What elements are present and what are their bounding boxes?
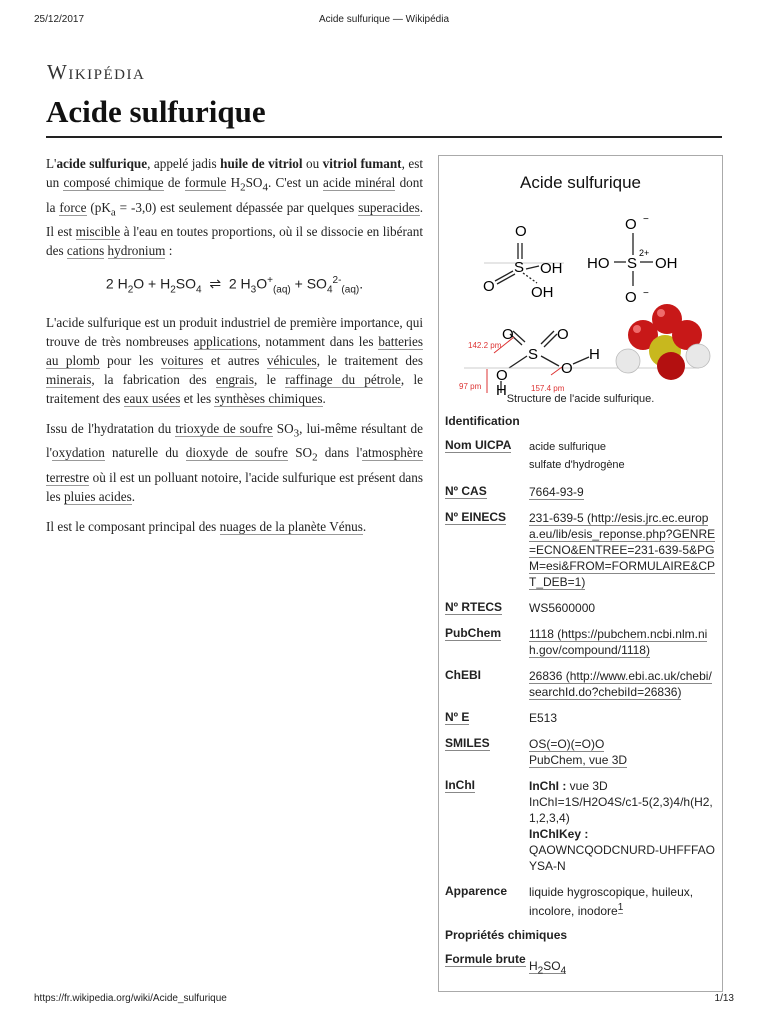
reference-1[interactable]: 1 (617, 902, 624, 913)
wikipedia-wordmark[interactable]: Wikipédia (47, 60, 146, 84)
lewis-charge: 2+ (639, 248, 650, 258)
sulfuric-acid-structure-drawings[interactable] (439, 211, 722, 396)
print-header (34, 14, 734, 30)
skeletal-s: S (514, 259, 525, 276)
value-pubchem[interactable]: 1118 (https://pubchem.ncbi.nlm.nih.gov/compound/1118) (529, 627, 708, 657)
inchikey-title: InChIKey : (529, 827, 589, 841)
bond-length-3: 157.4 pm (531, 384, 565, 393)
infobox-title: Acide sulfurique (520, 173, 641, 192)
row-pubchem (439, 626, 722, 658)
link-pluies-acides[interactable]: pluies acides (63, 489, 132, 505)
row-apparence (439, 884, 722, 919)
row-formule-brute (439, 952, 722, 979)
link-acide-mineral[interactable]: acide minéral (322, 175, 396, 190)
print-url: https://fr.wikipedia.org/wiki/Acide_sulfurique (34, 993, 227, 1004)
link-force[interactable]: force (59, 199, 87, 215)
origin-paragraph: Issu de l'hydratation du trioxyde de soufre $SO_3$, lui-même résultant de l'oxydation naturelle du dioxyde de soufre $SO_2$ dans l'atmosphère terrestre où il est un polluant notoire, l'acide sulfurique est présent dans les pluies acides. (46, 420, 424, 505)
value-smiles[interactable]: OS(=O)(=O)O (529, 737, 605, 751)
applications-paragraph: L'acide sulfurique est un produit industriel de première importance, qui trouve de très nombreuses applications, notamment dans les batteries au plomb pour les voitures et autres véhicules, le traitement des minerais, la fabrication des engrais, le raffinage du pétrole, le traitement des eaux usées et les synthèses chimiques. (46, 314, 424, 406)
value-einecs[interactable]: 231-639-5 (http://esis.jrc.ec.europa.eu/lib/esis_reponse.php?GENRE=ECNO&ENTREE=231-639-5&PGM=esi&FROM=FORMULAIRE&CPT_DEB=1) (529, 511, 716, 589)
lewis-s: S (627, 255, 638, 272)
value-uicpa-1: acide sulfurique (529, 441, 607, 453)
value-apparence: liquide hygroscopique, huileux, incolore, inodore (529, 885, 694, 918)
value-e-number: E513 (529, 711, 558, 725)
link-applications[interactable]: applications (193, 333, 258, 349)
structure-caption: Structure de l'acide sulfurique. (506, 393, 655, 405)
link-oxydation[interactable]: oxydation (52, 445, 105, 461)
value-chebi[interactable]: 26836 (http://www.ebi.ac.uk/chebi/searchId.do?chebiId=26836) (529, 669, 712, 699)
geom-o-bottom: O (496, 367, 508, 384)
label-e-number[interactable]: Nº E (445, 710, 470, 724)
link-batteries[interactable]: batteries au plomb (46, 333, 423, 368)
link-minerais[interactable]: minerais (46, 371, 92, 387)
link-compose-chimique[interactable]: composé chimique (63, 175, 164, 190)
print-title: Acide sulfurique — Wikipédia (318, 14, 450, 25)
link-syntheses[interactable]: synthèses chimiques (214, 390, 323, 406)
section-chemical-properties: Propriétés chimiques (445, 928, 568, 942)
skeletal-oh-bottom: OH (531, 284, 554, 301)
link-trioxyde[interactable]: trioxyde de soufre (175, 420, 273, 436)
value-inchi: InChI=1S/H2O4S/c1-5(2,3)4/h(H2,1,2,3,4) (529, 795, 713, 825)
article-body (46, 154, 423, 547)
label-formule-brute[interactable]: Formule brute (445, 952, 526, 966)
structure-images (439, 211, 722, 396)
lewis-o-top: O (625, 216, 637, 233)
lewis-oh: OH (655, 255, 678, 272)
label-smiles[interactable]: SMILES (445, 736, 490, 750)
link-formule[interactable]: formule (184, 175, 227, 190)
link-nuages-venus[interactable]: nuages de la planète Vénus (219, 519, 363, 535)
space-filling-model (616, 304, 710, 380)
link-voitures[interactable]: voitures (160, 352, 204, 368)
row-chebi (439, 668, 722, 700)
row-smiles (439, 736, 722, 768)
link-hydronium[interactable]: hydronium (107, 243, 166, 259)
section-identification: Identification (445, 414, 520, 428)
skeletal-o-top: O (515, 223, 527, 240)
label-chebi: ChEBI (445, 668, 481, 682)
print-footer (34, 993, 734, 1007)
row-cas (439, 484, 722, 500)
label-nom-uicpa[interactable]: Nom UICPA (445, 438, 512, 452)
value-rtecs: WS5600000 (529, 601, 596, 615)
link-superacides[interactable]: superacides (358, 199, 420, 215)
geom-o-mid: O (561, 360, 573, 377)
equilibrium-arrow-icon: ⇌ (209, 275, 222, 292)
link-atmosphere[interactable]: atmosphère terrestre (46, 445, 423, 486)
bond-length-2: 97 pm (459, 382, 482, 391)
inchi-vue-3d[interactable]: vue 3D (566, 779, 608, 793)
label-cas[interactable]: Nº CAS (445, 484, 487, 498)
skeletal-oh-right: OH (540, 260, 563, 277)
value-uicpa-2: sulfate d'hydrogène (529, 459, 625, 471)
link-eaux-usees[interactable]: eaux usées (123, 390, 181, 406)
row-inchi (439, 778, 722, 874)
infobox (438, 155, 723, 992)
page-title: Acide sulfurique (46, 94, 266, 129)
geom-h-bottom: H (496, 382, 507, 396)
lewis-minus-top: − (643, 214, 649, 225)
link-miscible[interactable]: miscible (75, 224, 121, 240)
title-divider (46, 136, 722, 138)
geom-o-left: O (502, 326, 514, 343)
link-vehicules[interactable]: véhicules (266, 352, 317, 368)
row-nom-uicpa (439, 438, 722, 474)
bond-length-1: 142.2 pm (468, 341, 502, 350)
row-rtecs (439, 600, 722, 616)
dissociation-equation: 2 $H_2O + H_2SO_4$ ⇌ 2 $H_3O^+_{(aq)} + SO_4^{2-}_{(aq)}$. (105, 275, 364, 296)
lewis-o-bottom: O (625, 289, 637, 306)
link-smiles-pubchem[interactable]: PubChem, vue 3D (529, 753, 628, 767)
inchi-title: InChI : (529, 779, 567, 793)
label-apparence: Apparence (445, 884, 508, 898)
label-rtecs[interactable]: Nº RTECS (445, 600, 503, 614)
label-inchi[interactable]: InChI (445, 778, 475, 792)
skeletal-o-left: O (483, 278, 495, 295)
link-raffinage[interactable]: raffinage du pétrole (285, 371, 401, 387)
link-cations[interactable]: cations (66, 243, 105, 259)
lewis-ho: HO (587, 255, 610, 272)
intro-paragraph: L'acide sulfurique, appelé jadis huile de vitriol ou vitriol fumant, est un composé chimique de formule $H_2SO_4$. C'est un acide minéral dont la force $(pK_a = -3,0)$ est seulement dépassée par quelques superacides. Il est miscible à l'eau en toutes proportions, où il se dissocie en libérant des cations hydronium : (46, 156, 424, 259)
value-cas[interactable]: 7664-93-9 (529, 485, 584, 499)
link-engrais[interactable]: engrais (215, 371, 254, 387)
geom-h-right: H (589, 346, 600, 363)
row-e-number (439, 710, 722, 726)
geom-s: S (528, 346, 539, 363)
label-pubchem[interactable]: PubChem (445, 626, 502, 640)
value-inchikey: QAOWNCQODCNURD-UHFFFAOYSA-N (529, 843, 715, 873)
lewis-minus-bottom: − (643, 288, 649, 299)
link-dioxyde[interactable]: dioxyde de soufre (185, 445, 289, 461)
value-formule-brute[interactable]: $H_2SO_4$ (529, 959, 567, 977)
venus-paragraph: Il est le composant principal des nuages de la planète Vénus. (46, 519, 367, 535)
print-date: 25/12/2017 (34, 14, 85, 25)
row-einecs (439, 510, 722, 590)
label-einecs[interactable]: Nº EINECS (445, 510, 507, 524)
geom-o-right: O (557, 326, 569, 343)
print-page-number: 1/13 (714, 993, 734, 1004)
